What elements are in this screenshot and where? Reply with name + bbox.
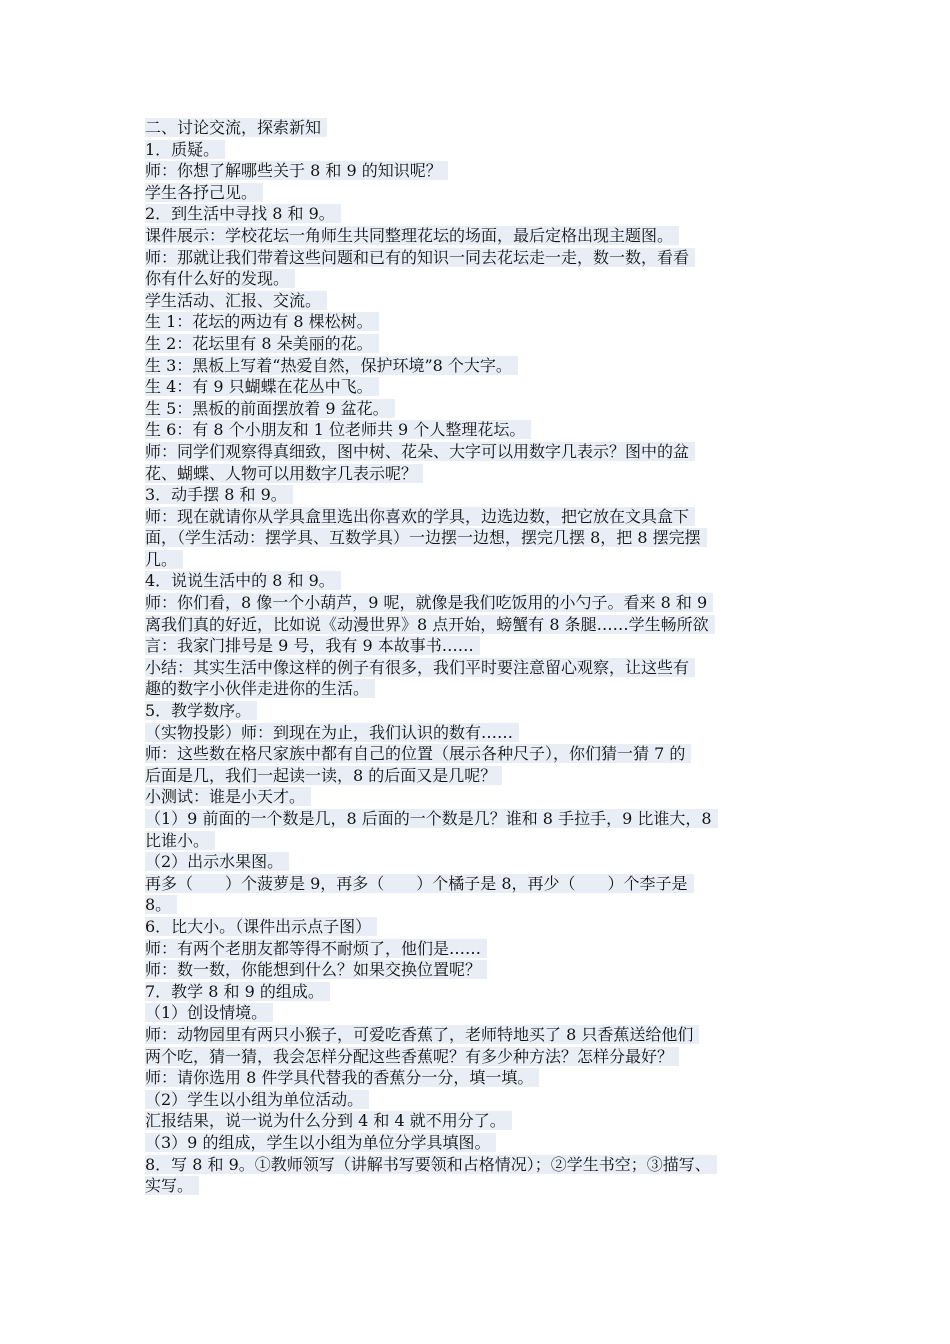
text-line-content: 面，（学生活动：摆学具、互数学具）一边摆一边想，摆完几摆 8，把 8 摆完摆	[145, 528, 707, 547]
text-line	[145, 657, 825, 679]
text-line	[145, 873, 825, 895]
text-line-content: 7．教学 8 和 9 的组成。	[145, 982, 330, 1001]
text-line	[145, 441, 825, 463]
text-line	[145, 139, 825, 161]
text-line	[145, 592, 825, 614]
text-line	[145, 786, 825, 808]
text-line	[145, 1110, 825, 1132]
text-line-content: 生 3：黑板上写着“热爱自然，保护环境”8 个大字。	[145, 356, 518, 375]
text-line	[145, 1175, 825, 1197]
text-line-content: 两个吃，猜一猜，我会怎样分配这些香蕉呢？有多少种方法？怎样分最好？	[145, 1047, 679, 1066]
text-line	[145, 333, 825, 355]
text-line	[145, 247, 825, 269]
text-line-content: 师：那就让我们带着这些问题和已有的知识一同去花坛走一走，数一数，看看	[145, 248, 695, 267]
text-line-content: （1）创设情境。	[145, 1003, 273, 1022]
text-line-content: 花、蝴蝶、人物可以用数字几表示呢？	[145, 464, 423, 483]
text-line	[145, 160, 825, 182]
text-line	[145, 355, 825, 377]
text-line-content: 6．比大小。（课件出示点子图）	[145, 917, 377, 936]
text-line	[145, 463, 825, 485]
text-line-content: （1）9 前面的一个数是几，8 后面的一个数是几？谁和 8 手拉手，9 比谁大，8	[145, 809, 718, 828]
text-line	[145, 830, 825, 852]
text-line-content: 师：这些数在格尺家族中都有自己的位置（展示各种尺子），你们猜一猜 7 的	[145, 744, 691, 763]
text-line-content: （2）学生以小组为单位活动。	[145, 1090, 369, 1109]
text-line-content: 再多（ ）个菠萝是 9，再多（ ）个橘子是 8，再少（ ）个李子是	[145, 874, 694, 893]
text-line	[145, 808, 825, 830]
text-line	[145, 743, 825, 765]
text-line-content: （3）9 的组成，学生以小组为单位分学具填图。	[145, 1133, 496, 1152]
text-line-content: 比谁小。	[145, 831, 215, 850]
text-line-content: 生 2：花坛里有 8 朵美丽的花。	[145, 334, 379, 353]
text-line	[145, 700, 825, 722]
text-line-content: 后面是几，我们一起读一读，8 的后面又是几呢？	[145, 766, 502, 785]
text-line	[145, 376, 825, 398]
text-line-content: 师：现在就请你从学具盒里选出你喜欢的学具，边选边数，把它放在文具盒下	[145, 507, 695, 526]
text-line	[145, 527, 825, 549]
text-line-content: 学生活动、汇报、交流。	[145, 291, 327, 310]
text-line-content: 课件展示：学校花坛一角师生共同整理花坛的场面，最后定格出现主题图。	[145, 226, 679, 245]
document-body	[145, 117, 825, 1197]
text-line-content: 5．教学数序。	[145, 701, 257, 720]
text-line	[145, 959, 825, 981]
text-line	[145, 484, 825, 506]
text-line	[145, 549, 825, 571]
text-line	[145, 916, 825, 938]
text-line	[145, 765, 825, 787]
text-line-content: 师：动物园里有两只小猴子，可爱吃香蕉了，老师特地买了 8 只香蕉送给他们	[145, 1025, 699, 1044]
text-line	[145, 419, 825, 441]
text-line	[145, 678, 825, 700]
text-line-content: 趣的数字小伙伴走进你的生活。	[145, 679, 375, 698]
text-line-content: 实写。	[145, 1176, 199, 1195]
text-line-content: 3．动手摆 8 和 9。	[145, 485, 293, 504]
text-line	[145, 1046, 825, 1068]
text-line	[145, 398, 825, 420]
text-line	[145, 894, 825, 916]
text-line	[145, 1089, 825, 1111]
text-line-content: 你有什么好的发现。	[145, 269, 295, 288]
text-line	[145, 117, 825, 139]
text-line	[145, 1002, 825, 1024]
text-line-content: 8。	[145, 895, 177, 914]
text-line	[145, 570, 825, 592]
text-line	[145, 981, 825, 1003]
text-line	[145, 1024, 825, 1046]
text-line-content: 师：同学们观察得真细致，图中树、花朵、大字可以用数字几表示？图中的盆	[145, 442, 695, 461]
text-line-content: 生 5：黑板的前面摆放着 9 盆花。	[145, 399, 395, 418]
text-line-content: 1．质疑。	[145, 140, 225, 159]
text-line-content: 师：有两个老朋友都等得不耐烦了，他们是……	[145, 939, 487, 958]
text-line	[145, 614, 825, 636]
text-line	[145, 635, 825, 657]
text-line-content: 生 1：花坛的两边有 8 棵松树。	[145, 312, 379, 331]
text-line	[145, 203, 825, 225]
text-line-content: 二、讨论交流，探索新知	[145, 118, 327, 137]
text-line-content: 学生各抒己见。	[145, 183, 263, 202]
text-line	[145, 722, 825, 744]
text-line-content: 师：请你选用 8 件学具代替我的香蕉分一分，填一填。	[145, 1068, 539, 1087]
text-line-content: 生 6：有 8 个小朋友和 1 位老师共 9 个人整理花坛。	[145, 420, 531, 439]
text-line-content: 言：我家门排号是 9 号，我有 9 本故事书……	[145, 636, 480, 655]
text-line-content: 小结：其实生活中像这样的例子有很多，我们平时要注意留心观察，让这些有	[145, 658, 695, 677]
text-line	[145, 1067, 825, 1089]
text-line-content: （实物投影）师：到现在为止，我们认识的数有……	[145, 723, 519, 742]
text-line-content: 8．写 8 和 9。①教师领写（讲解书写要领和占格情况）；②学生书空；③描写、	[145, 1155, 717, 1174]
text-line-content: 离我们真的好近，比如说《动漫世界》8 点开始，螃蟹有 8 条腿……学生畅所欲	[145, 615, 715, 634]
text-line-content: （2）出示水果图。	[145, 852, 289, 871]
text-line	[145, 1132, 825, 1154]
text-line	[145, 851, 825, 873]
text-line	[145, 506, 825, 528]
text-line	[145, 225, 825, 247]
text-line	[145, 290, 825, 312]
text-line-content: 师：你们看，8 像一个小葫芦，9 呢，就像是我们吃饭用的小勺子。看来 8 和 9	[145, 593, 713, 612]
text-line-content: 小测试：谁是小天才。	[145, 787, 311, 806]
text-line-content: 师：你想了解哪些关于 8 和 9 的知识呢？	[145, 161, 448, 180]
text-line-content: 4．说说生活中的 8 和 9。	[145, 571, 341, 590]
text-line-content: 汇报结果，说一说为什么分到 4 和 4 就不用分了。	[145, 1111, 512, 1130]
text-line	[145, 182, 825, 204]
text-line	[145, 311, 825, 333]
text-line	[145, 938, 825, 960]
text-line-content: 师：数一数，你能想到什么？如果交换位置呢？	[145, 960, 487, 979]
text-line	[145, 268, 825, 290]
text-line-content: 2．到生活中寻找 8 和 9。	[145, 204, 341, 223]
text-line	[145, 1154, 825, 1176]
text-line-content: 生 4：有 9 只蝴蝶在花丛中飞。	[145, 377, 379, 396]
text-line-content: 几。	[145, 550, 183, 569]
